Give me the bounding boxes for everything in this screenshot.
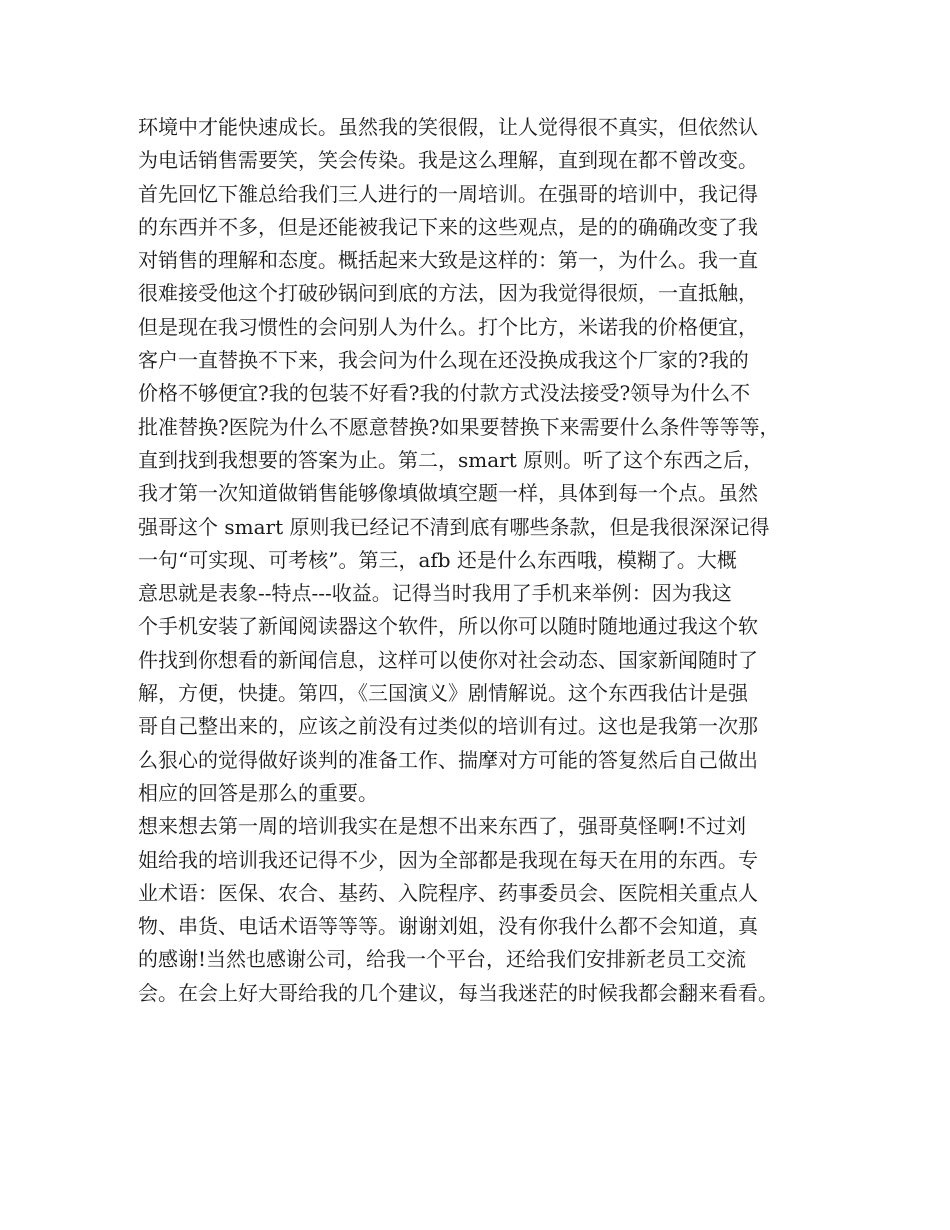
text-line: 为电话销售需要笑，笑会传染。我是这么理解，直到现在都不曾改变。 (138, 148, 758, 173)
text-line: 但是现在我习惯性的会问别人为什么。打个比方，米诺我的价格便宜， (138, 314, 758, 339)
text-line: 么狠心的觉得做好谈判的准备工作、揣摩对方可能的答复然后自己做出 (138, 747, 758, 772)
text-line: 的东西并不多，但是还能被我记下来的这些观点，是的的确确改变了我 (138, 214, 758, 239)
text-line: 直到找到我想要的答案为止。第二，smart 原则。听了这个东西之后， (138, 447, 764, 472)
text-line: 件找到你想看的新闻信息，这样可以使你对社会动态、国家新闻随时了 (138, 647, 758, 672)
text-line: 一句“可实现、可考核”。第三，afb 还是什么东西哦，模糊了。大概 (138, 547, 737, 572)
text-line: 环境中才能快速成长。虽然我的笑很假，让人觉得很不真实，但依然认 (138, 115, 758, 139)
text-line: 姐给我的培训我还记得不少，因为全部都是我现在每天在用的东西。专 (138, 847, 758, 872)
text-line: 批准替换?医院为什么不愿意替换?如果要替换下来需要什么条件等等等， (138, 414, 780, 439)
text-line: 会。在会上好大哥给我的几个建议，每当我迷茫的时候我都会翻来看看。 (138, 980, 778, 1005)
text-line: 业术语：医保、农合、基药、入院程序、药事委员会、医院相关重点人 (138, 880, 758, 905)
text-line: 想来想去第一周的培训我实在是想不出来东西了，强哥莫怪啊!不过刘 (138, 814, 747, 839)
text-line: 个手机安装了新闻阅读器这个软件，所以你可以随时随地通过我这个软 (138, 614, 758, 639)
text-line: 的感谢!当然也感谢公司，给我一个平台，还给我们安排新老员工交流 (138, 947, 747, 972)
text-line: 解，方便，快捷。第四，《三国演义》剧情解说。这个东西我估计是强 (138, 681, 748, 706)
text-line: 价格不够便宜?我的包装不好看?我的付款方式没法接受?领导为什么不 (138, 381, 751, 406)
text-line: 意思就是表象--特点---收益。记得当时我用了手机来举例：因为我这 (138, 581, 732, 606)
text-line: 客户一直替换不下来，我会问为什么现在还没换成我这个厂家的?我的 (138, 348, 749, 373)
text-line: 我才第一次知道做销售能够像填做填空题一样，具体到每一个点。虽然 (138, 481, 758, 506)
text-line: 对销售的理解和态度。概括起来大致是这样的：第一，为什么。我一直 (138, 248, 758, 273)
text-line: 很难接受他这个打破砂锅问到底的方法，因为我觉得很烦，一直抵触， (138, 281, 758, 306)
document-body (138, 111, 838, 1010)
text-line: 哥自己整出来的，应该之前没有过类似的培训有过。这也是我第一次那 (138, 714, 758, 739)
text-line: 强哥这个 smart 原则我已经记不清到底有哪些条款，但是我很深深记得 (138, 514, 770, 539)
text-line: 物、串货、电话术语等等等。谢谢刘姐，没有你我什么都不会知道，真 (138, 914, 758, 939)
text-line: 首先回忆下雒总给我们三人进行的一周培训。在强哥的培训中，我记得 (138, 181, 758, 206)
text-line: 相应的回答是那么的重要。 (138, 780, 378, 805)
